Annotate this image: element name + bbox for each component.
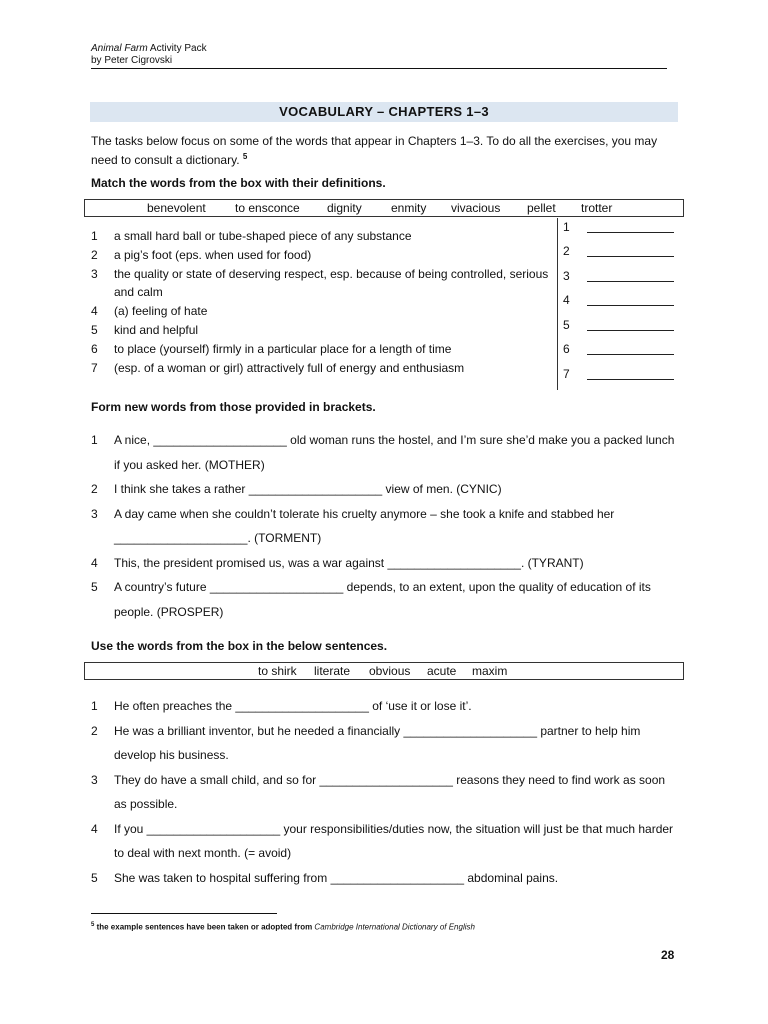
sentence-text: If you ____________________ your responsibilities/duties now, the situation will just be that much harder to deal with next month. (= avoid) [114,821,674,860]
author-line: by Peter Cigrovski [91,55,173,66]
item-number: 2 [91,482,98,496]
box-word: enmity [391,201,427,215]
item-number: 4 [91,555,98,570]
answer-number: 2 [563,244,570,258]
item-number: 1 [91,433,98,447]
list-item [91,768,676,817]
list-item [91,477,676,502]
answer-row [563,367,678,383]
item-number: 5 [91,322,98,337]
answer-number: 3 [563,269,570,283]
list-item [91,321,551,340]
list-item [91,302,551,321]
pack-label: Activity Pack [147,43,207,54]
footnote-source: Cambridge International Dictionary of English [314,922,475,932]
sentence-text: This, the president promised us, was a war against ____________________. (TYRANT) [114,555,584,570]
list-item [91,575,676,624]
answer-number: 4 [563,293,570,307]
list-item [91,502,676,551]
footnote-text: the example sentences have been taken or adopted from [94,922,315,932]
box-word: to ensconce [235,201,300,215]
running-header [91,43,667,69]
intro-paragraph [91,133,681,168]
footnote-rule [91,913,277,914]
definition-text: a small hard ball or tube-shaped piece of any substance [114,229,412,243]
item-number: 4 [91,304,98,319]
sentence-text: He often preaches the ____________________ of ‘use it or lose it’. [114,699,472,713]
answer-blank[interactable] [587,256,674,257]
list-item [91,719,676,768]
task1-instruction: Match the words from the box with their definitions. [91,176,386,190]
box-word: benevolent [147,201,206,215]
item-number: 3 [91,772,98,787]
list-item [91,694,676,719]
task2-instruction: Form new words from those provided in brackets. [91,400,376,414]
item-number: 2 [91,247,98,262]
sentence-text: A country’s future ____________________ depends, to an extent, upon the quality of education of its people. (PROSPER) [114,580,651,619]
sentence-text: They do have a small child, and so for ____________________ reasons they need to find work as soon as possible. [114,772,666,811]
answer-column-divider [557,218,558,390]
intro-text: The tasks below focus on some of the words that appear in Chapters 1–3. To do all the exercises, you may need to consult a dictionary. [91,134,658,167]
box-word: obvious [369,664,411,678]
list-item [91,551,676,576]
answer-blank[interactable] [587,379,674,380]
item-number: 4 [91,821,98,836]
answer-blank[interactable] [587,305,674,306]
definitions-list [91,227,551,377]
sentence-text: A nice, ____________________ old woman runs the hostel, and I’m sure she’d make you a packed lunch if you asked her. (MOTHER) [114,433,675,472]
list-item [91,817,676,866]
task3-instruction: Use the words from the box in the below sentences. [91,639,388,653]
item-number: 6 [91,341,98,356]
task1-word-box [84,199,684,217]
list-item [91,428,676,477]
item-number: 3 [91,506,98,521]
definition-text: kind and helpful [114,322,199,337]
answer-row [563,220,678,236]
box-word: literate [314,664,351,678]
item-number: 7 [91,360,98,375]
book-title: Animal Farm [91,43,148,54]
answer-number: 5 [563,318,570,332]
definition-text: the quality or state of deserving respect, esp. because of being controlled, serious and calm [114,266,549,300]
definition-text: (esp. of a woman or girl) attractively full of energy and enthusiasm [114,360,465,375]
page-title: VOCABULARY – CHAPTERS 1–3 [90,102,678,122]
item-number: 2 [91,723,98,738]
list-item [91,866,676,891]
box-word: dignity [327,201,362,215]
answer-blank[interactable] [587,330,674,331]
answer-row [563,293,678,309]
list-item [91,246,551,265]
sentence-text: I think she takes a rather ____________________ view of men. (CYNIC) [114,482,502,496]
answer-blank[interactable] [587,354,674,355]
item-number: 5 [91,580,98,594]
answer-number: 6 [563,342,570,356]
task3-word-box [84,662,684,680]
answer-row [563,269,678,285]
answer-number: 7 [563,367,570,381]
answer-blank[interactable] [587,281,674,282]
definition-text: a pig’s foot (eps. when used for food) [114,247,312,262]
box-word: maxim [472,664,508,678]
box-word: trotter [581,201,613,215]
item-number: 1 [91,229,98,243]
sentence-text: A day came when she couldn’t tolerate his cruelty anymore – she took a knife and stabbed her ____________________. (TORMENT) [114,506,615,545]
definition-text: to place (yourself) firmly in a particular place for a length of time [114,341,452,356]
task3-list [91,694,676,890]
sentence-text: She was taken to hospital suffering from ____________________ abdominal pains. [114,870,559,885]
page-number: 28 [661,948,675,962]
task2-list [91,428,676,624]
list-item [91,359,551,378]
footnote-reference: 5 [242,152,248,161]
list-item [91,340,551,359]
box-word: acute [427,664,457,678]
item-number: 5 [91,870,98,885]
box-word: pellet [527,201,556,215]
answer-row [563,244,678,260]
list-item [91,265,551,303]
footnote [91,919,475,934]
item-number: 1 [91,699,98,713]
definition-text: (a) feeling of hate [114,304,208,319]
item-number: 3 [91,266,98,281]
answer-blank[interactable] [587,232,674,233]
footnote-number: 5 [91,922,95,928]
answer-row [563,318,678,334]
answer-row [563,342,678,358]
sentence-text: He was a brilliant inventor, but he needed a financially ____________________ partner to help him develop his business. [114,723,641,762]
answer-number: 1 [563,220,570,234]
box-word: vivacious [451,201,501,215]
box-word: to shirk [258,664,297,678]
list-item [91,227,551,246]
